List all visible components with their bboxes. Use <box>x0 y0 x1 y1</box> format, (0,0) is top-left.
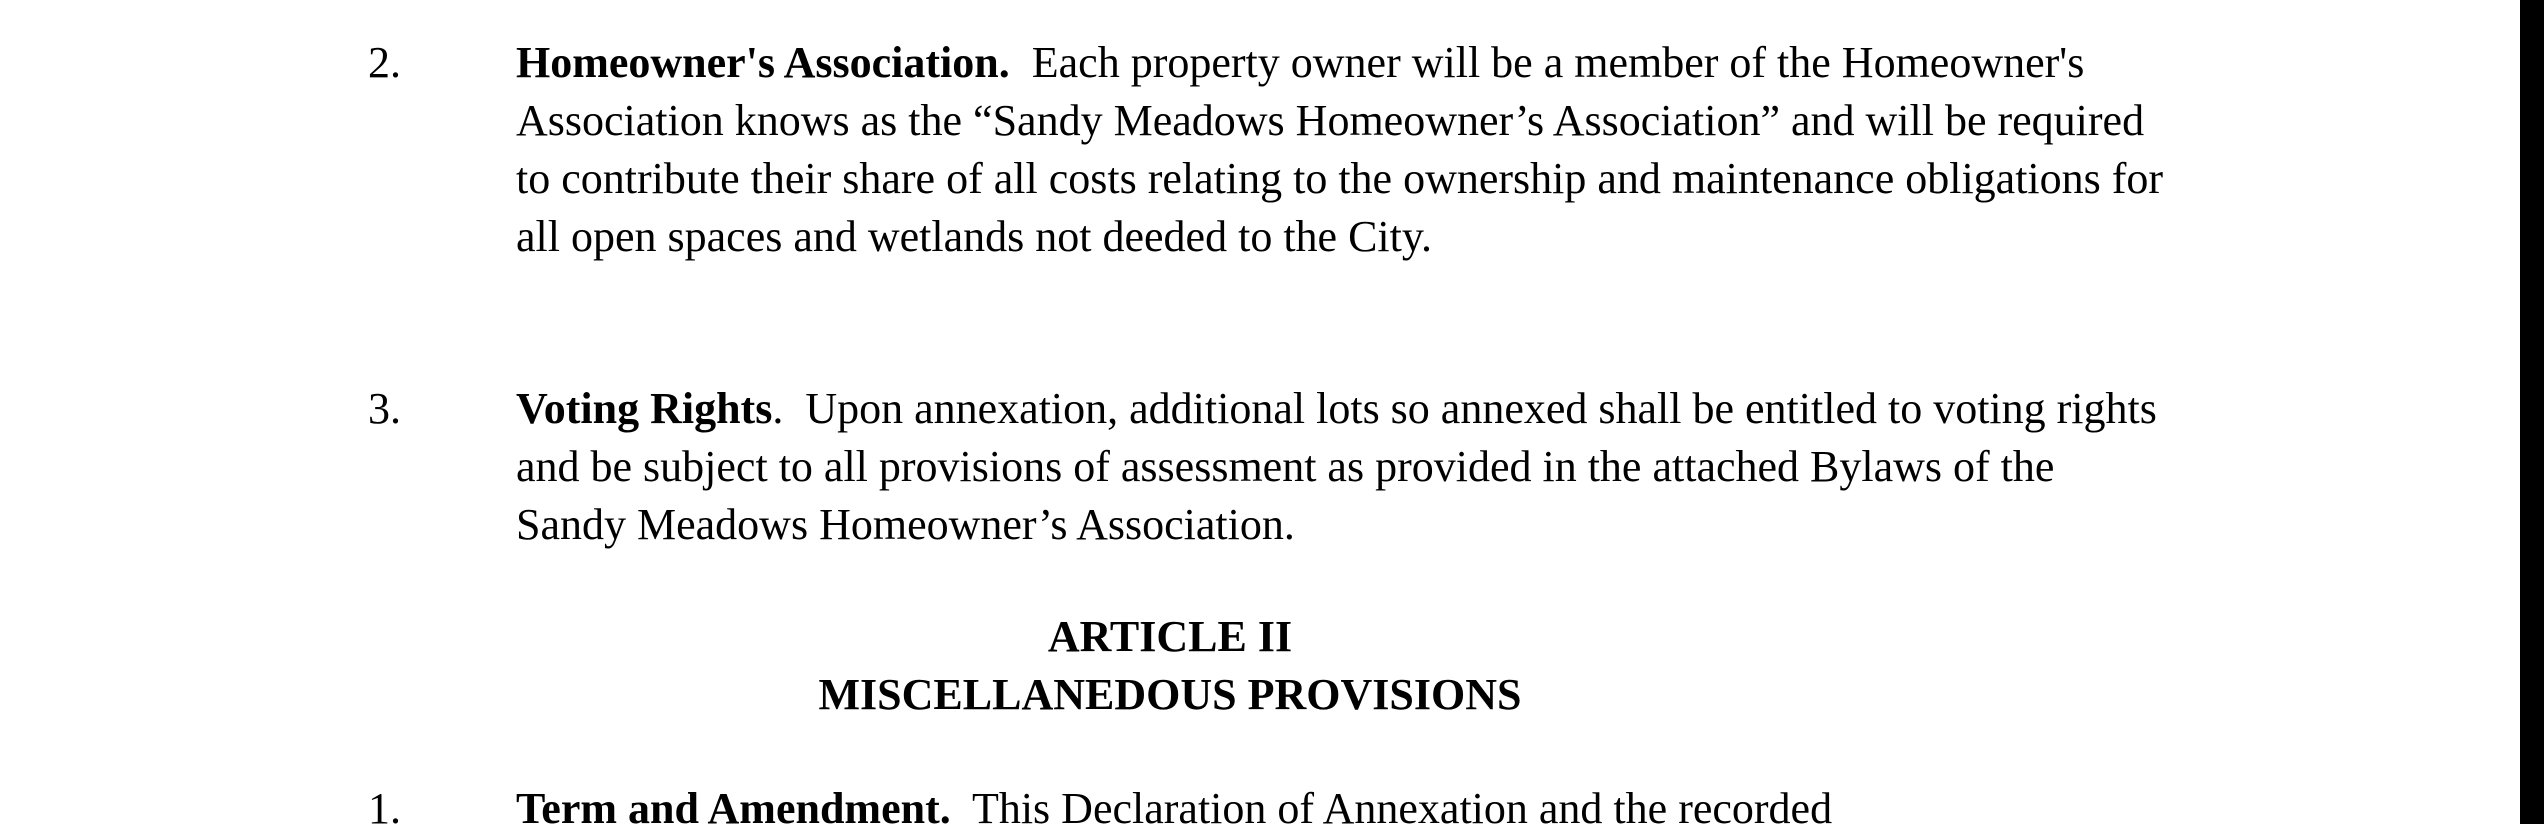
article-title: ARTICLE II <box>1047 612 1293 661</box>
paragraph-number: 1. <box>368 784 401 833</box>
paragraph-text: . Upon annexation, additional lots so annexed shall be entitled to voting rights and be subject to all provisions of assessment as provided in the attached Bylaws of the Sandy Meadows Homeowner’s Association. <box>516 384 2168 549</box>
paragraph-body <box>516 34 2175 266</box>
paragraph-body <box>516 780 2166 838</box>
article-heading <box>0 608 2520 724</box>
article-paragraph-1 <box>368 780 2168 838</box>
paragraph-heading: Voting Rights <box>516 384 773 433</box>
section-paragraph-3 <box>368 380 2168 554</box>
scan-edge-border <box>2520 0 2544 824</box>
paragraph-number: 2. <box>368 38 401 87</box>
section-paragraph-2 <box>368 34 2175 266</box>
paragraph-heading: Term and Amendment. <box>516 784 951 833</box>
paragraph-heading: Homeowner's Association. <box>516 38 1010 87</box>
paragraph-text: Each property owner will be a member of the Homeowner's Association knows as the “Sandy Meadows Homeowner’s Association” and will be required to contribute their share of all costs relating to the ownership and maintenance obligations for all open spaces and wetlands not deeded to the City. <box>516 38 2175 261</box>
paragraph-body <box>516 380 2166 554</box>
paragraph-number: 3. <box>368 384 401 433</box>
paragraph-text: This Declaration of Annexation and the recorded <box>950 784 1833 833</box>
article-subtitle: MISCELLANEDOUS PROVISIONS <box>818 670 1522 719</box>
